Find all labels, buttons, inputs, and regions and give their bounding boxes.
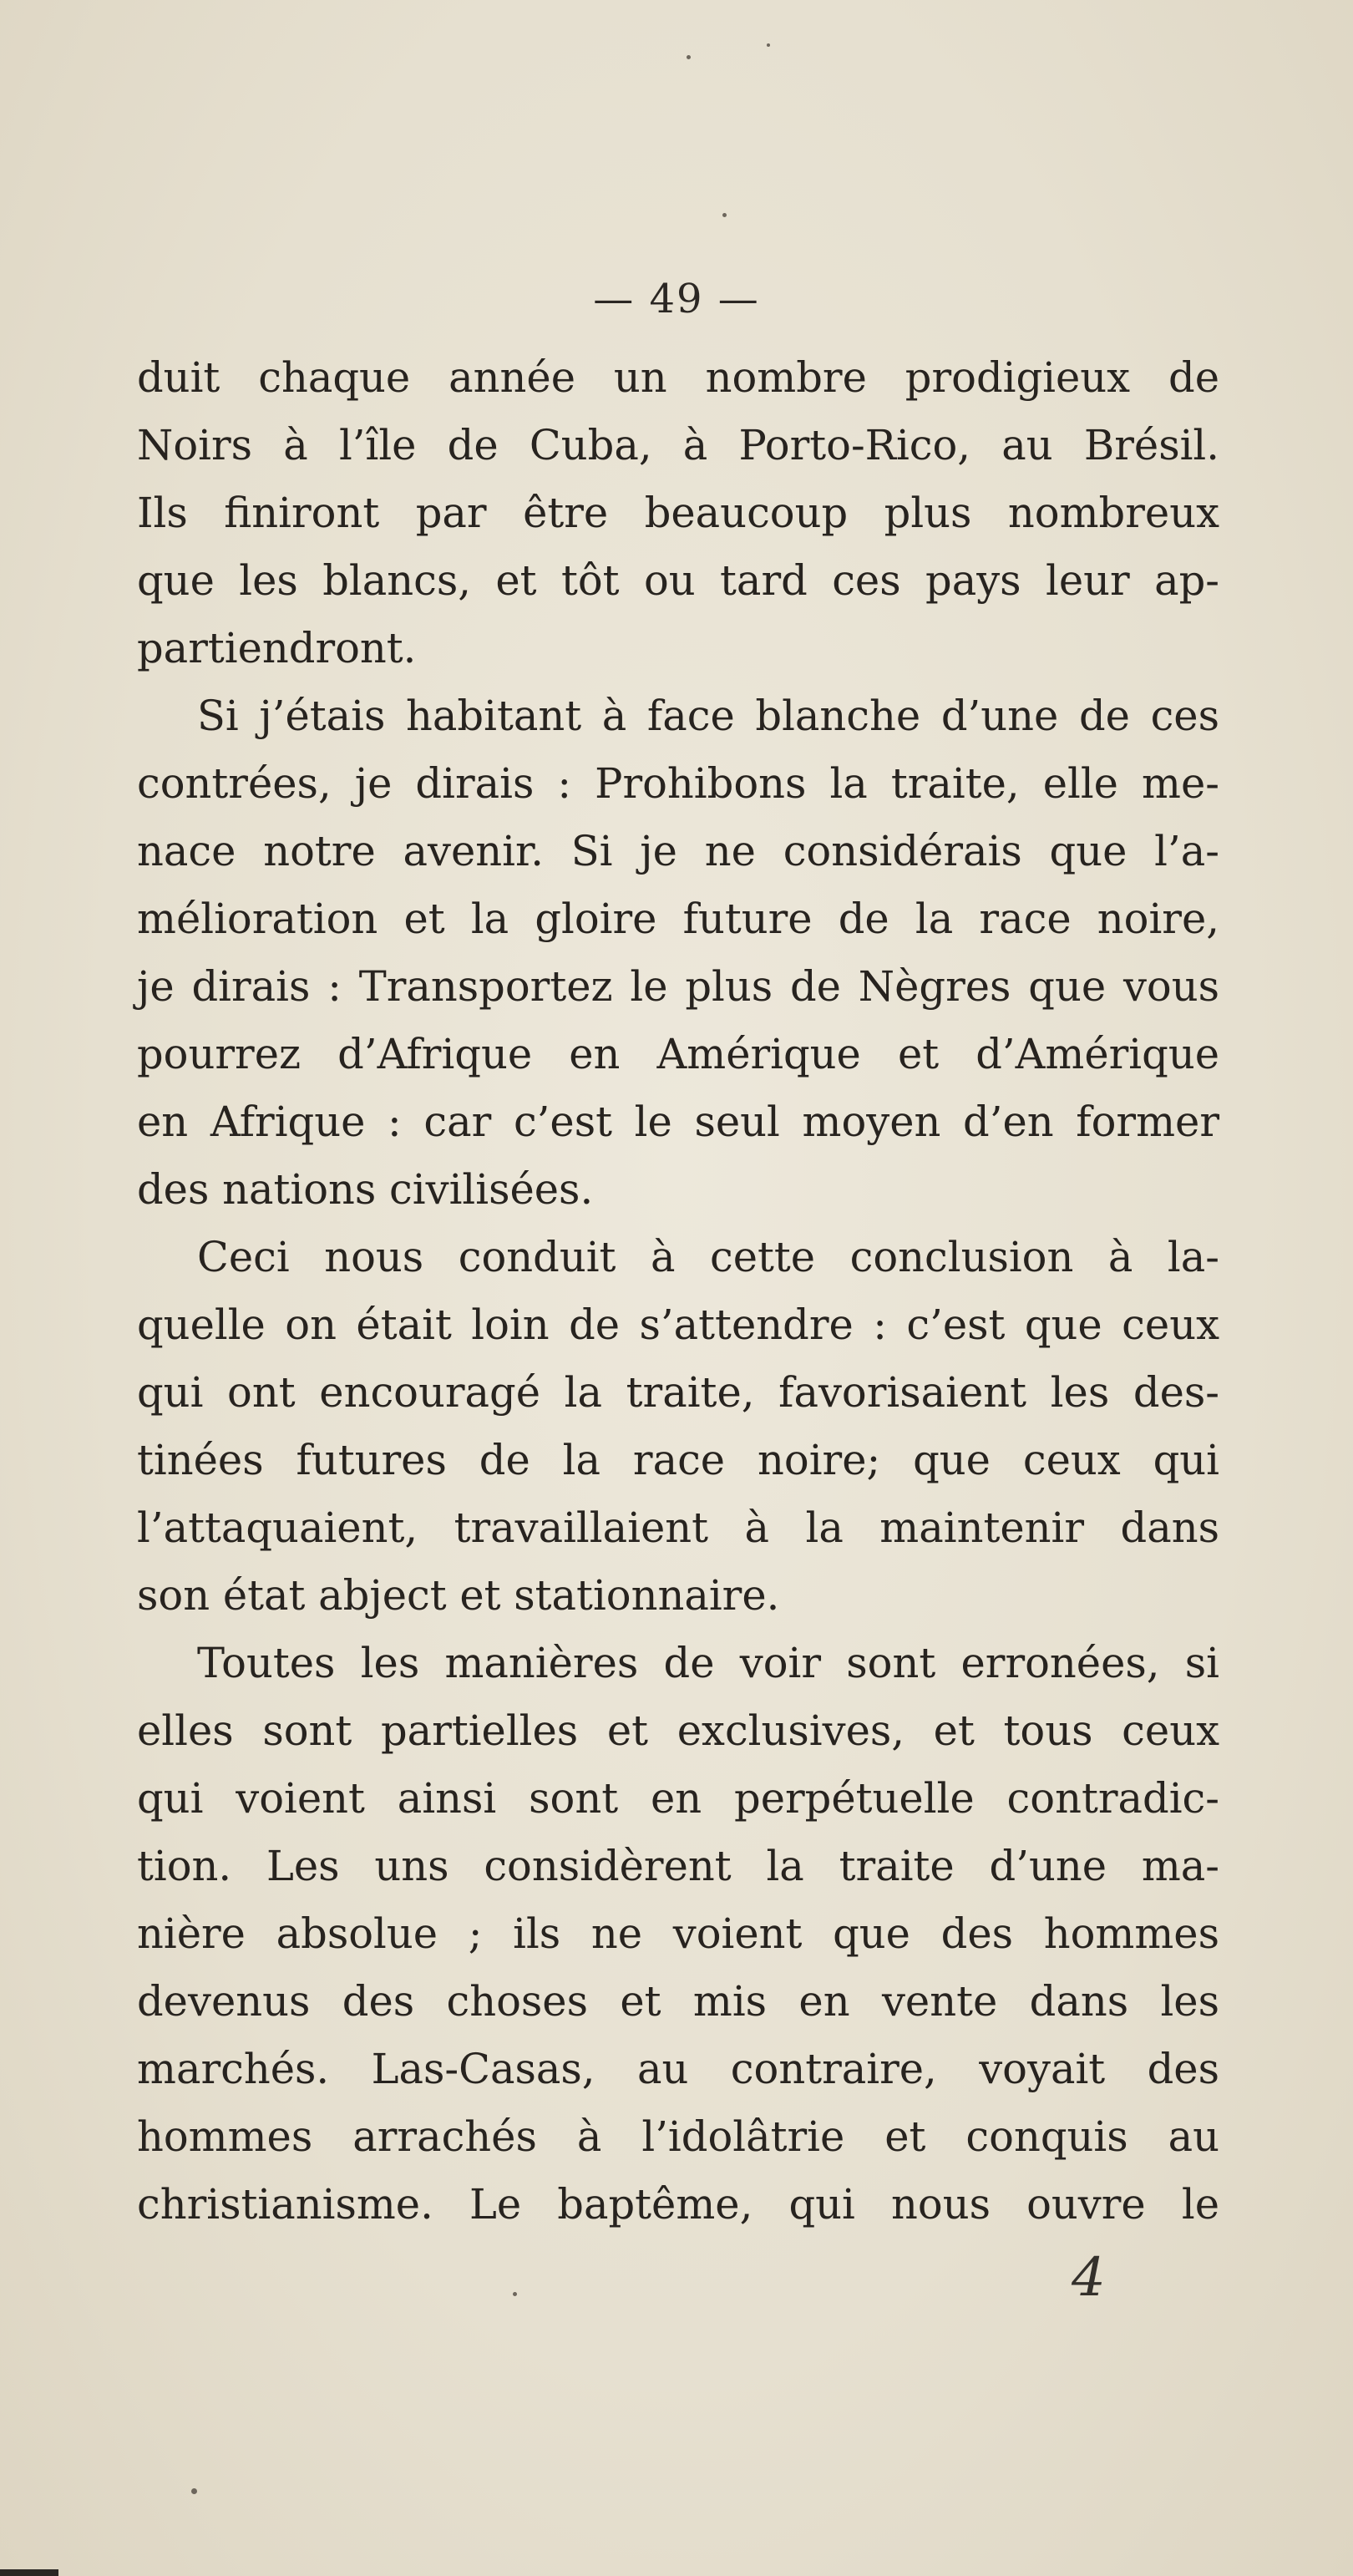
text-line: quelle on était loin de s’attendre : c’est que ceux	[137, 1301, 1219, 1349]
paper-speck	[687, 55, 691, 59]
signature-mark: 4	[1072, 2247, 1106, 2309]
paper-speck	[722, 213, 727, 217]
text-line: je dirais : Transportez le plus de Nègres que vous	[137, 962, 1219, 1011]
text-line: Si j’étais habitant à face blanche d’une de ces	[197, 692, 1219, 740]
text-line: marchés. Las-Casas, au contraire, voyait des	[137, 2045, 1219, 2093]
text-line: son état abject et stationnaire.	[137, 1571, 780, 1620]
text-line: des nations civilisées.	[137, 1165, 594, 1214]
text-line: tion. Les uns considèrent la traite d’une ma-	[137, 1842, 1219, 1890]
text-line: que les blancs, et tôt ou tard ces pays leur ap-	[137, 556, 1219, 605]
text-line: hommes arrachés à l’idolâtrie et conquis au	[137, 2112, 1219, 2161]
page-edge-shadow	[0, 2569, 58, 2576]
paper-speck	[191, 2488, 197, 2494]
text-line: Ils finiront par être beaucoup plus nombreux	[137, 489, 1219, 537]
text-line: tinées futures de la race noire; que ceux qui	[137, 1436, 1219, 1484]
text-line: qui ont encouragé la traite, favorisaient les des-	[137, 1368, 1219, 1417]
text-line: en Afrique : car c’est le seul moyen d’en former	[137, 1098, 1219, 1146]
text-line: duit chaque année un nombre prodigieux de	[137, 353, 1219, 402]
text-line: elles sont partielles et exclusives, et tous ceux	[137, 1706, 1219, 1755]
text-line: partiendront.	[137, 624, 417, 672]
text-line: Ceci nous conduit à cette conclusion à la-	[197, 1233, 1219, 1281]
text-line: nace notre avenir. Si je ne considérais que l’a-	[137, 827, 1219, 875]
text-line: l’attaquaient, travaillaient à la maintenir dans	[137, 1504, 1219, 1552]
text-line: Noirs à l’île de Cuba, à Porto-Rico, au Brésil.	[137, 421, 1219, 469]
paper-speck	[767, 43, 770, 47]
body-text	[137, 344, 1219, 2239]
page-number: — 49 —	[593, 276, 760, 322]
text-line: devenus des choses et mis en vente dans les	[137, 1977, 1219, 2026]
text-line: mélioration et la gloire future de la race noire,	[137, 895, 1219, 943]
text-line: Toutes les manières de voir sont erronées, si	[197, 1639, 1219, 1687]
paper-speck	[513, 2292, 517, 2296]
text-line: nière absolue ; ils ne voient que des hommes	[137, 1909, 1219, 1958]
text-line: pourrez d’Afrique en Amérique et d’Amérique	[137, 1030, 1219, 1078]
text-line: qui voient ainsi sont en perpétuelle contradic-	[137, 1774, 1219, 1823]
text-line: christianisme. Le baptême, qui nous ouvre le	[137, 2180, 1219, 2229]
text-line: contrées, je dirais : Prohibons la traite, elle me-	[137, 759, 1219, 808]
